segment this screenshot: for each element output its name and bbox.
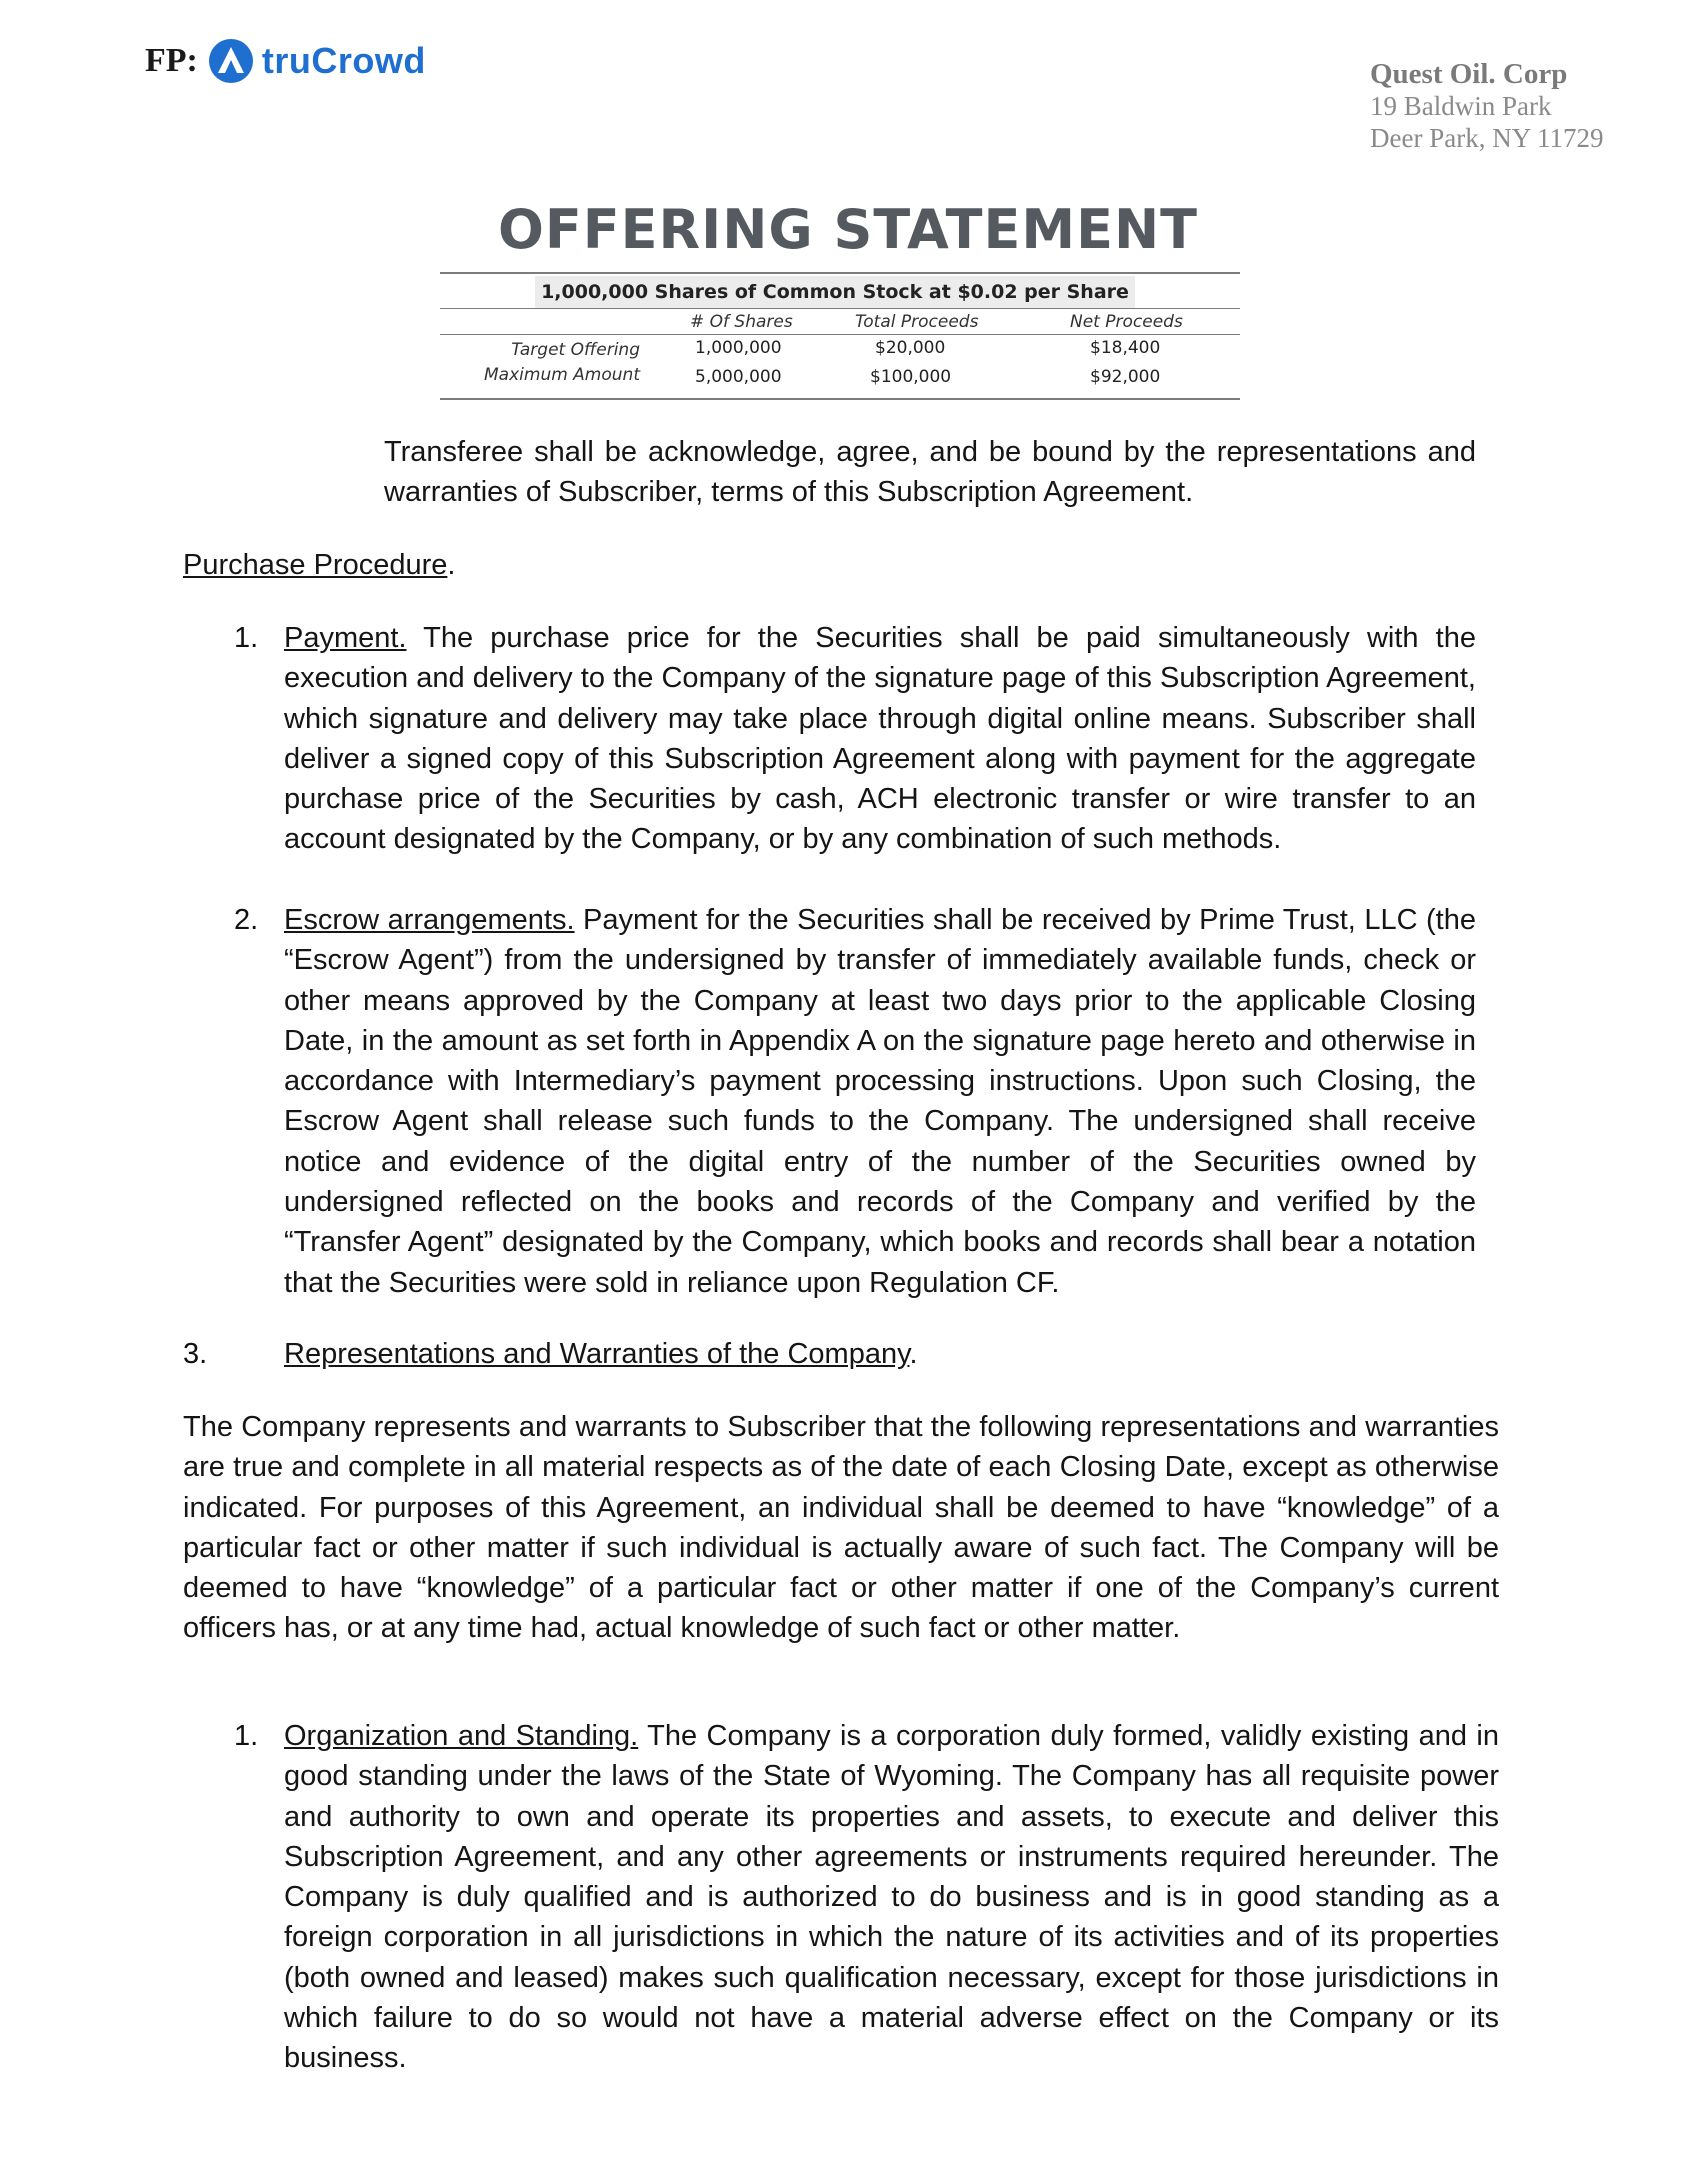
purchase-heading-period: . (447, 549, 456, 581)
list-number: 2. (234, 904, 259, 936)
section3-period: . (909, 1338, 918, 1370)
column-header-net: Net Proceeds (1070, 312, 1183, 332)
cell-shares: 5,000,000 (695, 367, 782, 387)
payment-title: Payment. (284, 622, 407, 654)
column-header-total: Total Proceeds (855, 312, 979, 332)
document-header (145, 38, 426, 84)
list-number: 1. (234, 622, 259, 654)
table-sub-rule (440, 308, 1240, 309)
section-number: 3. (183, 1338, 208, 1370)
list-number: 1. (234, 1720, 259, 1752)
organization-title: Organization and Standing. (284, 1720, 639, 1752)
cell-net: $18,400 (1090, 338, 1161, 358)
column-header-shares: # Of Shares (690, 312, 793, 332)
section3-title: Representations and Warranties of the Company (284, 1338, 910, 1370)
purchase-procedure-title: Purchase Procedure (183, 549, 448, 581)
logo-text: truCrowd (261, 40, 426, 81)
organization-item (284, 1716, 1499, 2079)
cell-net: $92,000 (1090, 367, 1161, 387)
cell-total: $100,000 (870, 367, 952, 387)
organization-text: The Company is a corporation duly formed, validly existing and in good standing under the laws of the State of Wyoming. The Company has all requisite power and authority to own and operate its properties and assets, to execute and deliver this Subscription Agreement, and any other agreements or instruments required hereunder. The Company is duly qualified and is authorized to do business and is in good standing as a foreign corporation in all jurisdictions in which the nature of its activities and of its properties (both owned and leased) makes such qualification necessary, except for those jurisdictions in which failure to do so would not have a material adverse effect on the Company or its business. (284, 1720, 1499, 2075)
company-name: Quest Oil. Corp (1370, 58, 1568, 90)
section3-heading (284, 1334, 1184, 1374)
table-top-rule (440, 272, 1240, 274)
fp-label: FP: (145, 42, 198, 79)
company-address-block (1370, 58, 1603, 154)
table-bottom-rule (440, 398, 1240, 400)
escrow-item (284, 900, 1476, 1303)
cell-total: $20,000 (875, 338, 946, 358)
payment-item (284, 618, 1476, 860)
address-line-1: 19 Baldwin Park (1370, 91, 1552, 121)
address-line-2: Deer Park, NY 11729 (1370, 123, 1604, 153)
section3-paragraph: The Company represents and warrants to Subscriber that the following representations and warranties are true and complete in all material respects as of the date of each Closing Date, except as otherwise indicated. For purposes of this Agreement, an individual shall be deemed to have “knowledge” of a particular fact or other matter if such individual is actually aware of such fact. The Company will be deemed to have “knowledge” of a particular fact or other matter if one of the Company’s current officers has, or at any time had, actual knowledge of such fact or other matter. (183, 1411, 1499, 1645)
row-label: Target Offering (511, 340, 640, 360)
payment-text: The purchase price for the Securities shall be paid simultaneously with the execution and delivery to the Company of the signature page of this Subscription Agreement, which signature and delivery may take place through digital online means. Subscriber shall deliver a signed copy of this Subscription Agreement along with payment for the aggregate purchase price of the Securities by cash, ACH electronic transfer or wire transfer to an account designated by the Company, or by any combination of such methods. (284, 622, 1476, 856)
cell-shares: 1,000,000 (695, 338, 782, 358)
table-header-rule (440, 334, 1240, 335)
offering-subtitle: 1,000,000 Shares of Common Stock at $0.02 per Share (535, 276, 1135, 308)
escrow-text: Payment for the Securities shall be received by Prime Trust, LLC (the “Escrow Agent”) from the undersigned by transfer of immediately available funds, check or other means approved by the Company at least two days prior to the applicable Closing Date, in the amount as set forth in Appendix A on the signature page hereto and otherwise in accordance with Intermediary’s payment processing instructions. Upon such Closing, the Escrow Agent shall release such funds to the Company. The undersigned shall receive notice and evidence of the digital entry of the number of the Securities owned by undersigned reflected on the books and records of the Company and verified by the “Transfer Agent” designated by the Company, which books and records shall bear a notation that the Securities were sold in reliance upon Regulation CF. (284, 904, 1476, 1299)
offering-title: OFFERING STATEMENT (497, 198, 1199, 261)
escrow-title: Escrow arrangements. (284, 904, 575, 936)
row-label: Maximum Amount (484, 365, 640, 385)
intro-paragraph: Transferee shall be acknowledge, agree, and be bound by the representations and warranties of Subscriber, terms of this Subscription Agreement. (384, 436, 1476, 509)
trucrowd-logo-icon (208, 38, 254, 84)
purchase-procedure-heading (183, 545, 783, 585)
